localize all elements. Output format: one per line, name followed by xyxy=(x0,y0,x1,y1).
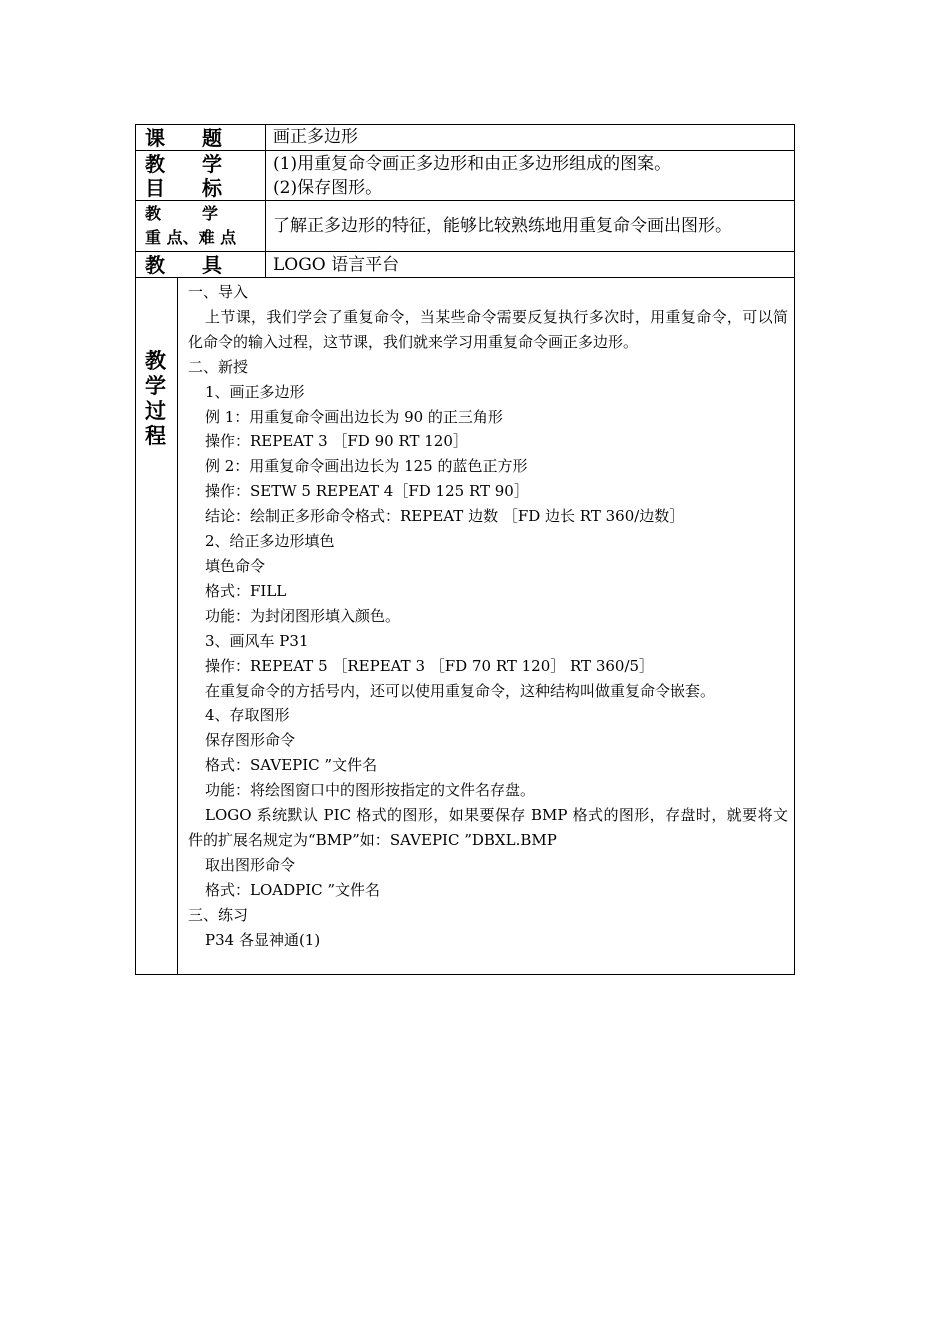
process-line: 格式：FILL xyxy=(205,581,287,600)
focus-row xyxy=(136,201,794,252)
process-line: 4、存取图形 xyxy=(205,706,290,725)
process-line: 2、给正多边形填色 xyxy=(205,532,335,551)
tools-label-cell xyxy=(136,252,266,277)
focus-label-char-1: 教 xyxy=(145,204,162,223)
process-line: 在重复命令的方括号内，还可以使用重复命令，这种结构叫做重复命令嵌套。 xyxy=(205,681,716,700)
process-line: 操作：SETW 5 REPEAT 4［FD 125 RT 90］ xyxy=(205,482,529,501)
focus-label-char-2: 学 xyxy=(202,204,219,223)
process-line: 取出图形命令 xyxy=(205,855,296,874)
process-line: 操作：REPEAT 5 ［REPEAT 3 ［FD 70 RT 120］ RT 360/5］ xyxy=(205,656,655,675)
focus-value: 了解正多边形的特征，能够比较熟练地用重复命令画出图形。 xyxy=(273,216,732,236)
tools-value: LOGO 语言平台 xyxy=(273,255,400,275)
goals-row xyxy=(136,151,794,201)
tools-label-char-1: 教 xyxy=(145,253,165,277)
process-line: 三、练习 xyxy=(188,905,249,924)
tools-row xyxy=(136,252,794,278)
process-label-cell xyxy=(136,278,178,974)
process-label-char-3: 过 xyxy=(145,398,166,423)
process-line: 3、画风车 P31 xyxy=(205,631,309,650)
goals-label-char-3: 目 xyxy=(145,176,165,200)
process-label-char-1: 教 xyxy=(145,348,166,373)
goal-line-2: (2)保存图形。 xyxy=(273,178,383,198)
tools-label-char-2: 具 xyxy=(202,253,222,277)
focus-label-cell xyxy=(136,201,266,251)
process-line: 1、画正多边形 xyxy=(205,382,305,401)
process-line: 例 1：用重复命令画出边长为 90 的正三角形 xyxy=(205,407,503,426)
lesson-plan-table xyxy=(135,124,795,975)
topic-label-char-2: 题 xyxy=(202,126,222,150)
goals-label-cell xyxy=(136,151,266,200)
process-content xyxy=(188,280,788,952)
process-label-char-2: 学 xyxy=(145,373,166,398)
process-line: 例 2：用重复命令画出边长为 125 的蓝色正方形 xyxy=(205,457,528,476)
focus-label-line-2: 重 点、难 点 xyxy=(145,228,237,247)
topic-row xyxy=(136,125,794,151)
process-line: 保存图形命令 xyxy=(205,731,296,750)
process-paragraph: 上节课，我们学会了重复命令，当某些命令需要反复执行多次时，用重复命令，可以简化命令的输入过程，这节课，我们就来学习用重复命令画正多边形。 xyxy=(188,307,788,351)
goals-label-char-4: 标 xyxy=(202,176,222,200)
process-line: 结论：绘制正多形命令格式：REPEAT 边数 ［FD 边长 RT 360/边数］ xyxy=(205,507,685,526)
process-line: 格式：LOADPIC ”文件名 xyxy=(205,880,381,899)
goal-line-1: (1)用重复命令画正多边形和由正多边形组成的图案。 xyxy=(273,154,672,174)
topic-value: 画正多边形 xyxy=(273,127,358,147)
process-line: 填色命令 xyxy=(205,556,266,575)
process-paragraph: LOGO 系统默认 PIC 格式的图形，如果要保存 BMP 格式的图形，存盘时，就要将文件的扩展名规定为“BMP”如：SAVEPIC ”DBXL.BMP xyxy=(188,806,788,849)
goals-label-char-1: 教 xyxy=(145,152,165,176)
process-line: 一、导入 xyxy=(188,283,249,301)
process-label-char-4: 程 xyxy=(145,423,166,448)
topic-label-char-1: 课 xyxy=(145,126,165,150)
goals-label-char-2: 学 xyxy=(202,152,222,176)
topic-label-cell xyxy=(136,125,266,150)
process-line: 操作：REPEAT 3 ［FD 90 RT 120］ xyxy=(205,432,468,451)
process-line: 二、新授 xyxy=(188,357,249,376)
process-line: 格式：SAVEPIC ”文件名 xyxy=(205,756,378,775)
process-line: 功能：为封闭图形填入颜色。 xyxy=(205,606,401,625)
process-line: 功能：将绘图窗口中的图形按指定的文件名存盘。 xyxy=(205,781,536,800)
process-line: P34 各显神通(1) xyxy=(205,930,321,949)
